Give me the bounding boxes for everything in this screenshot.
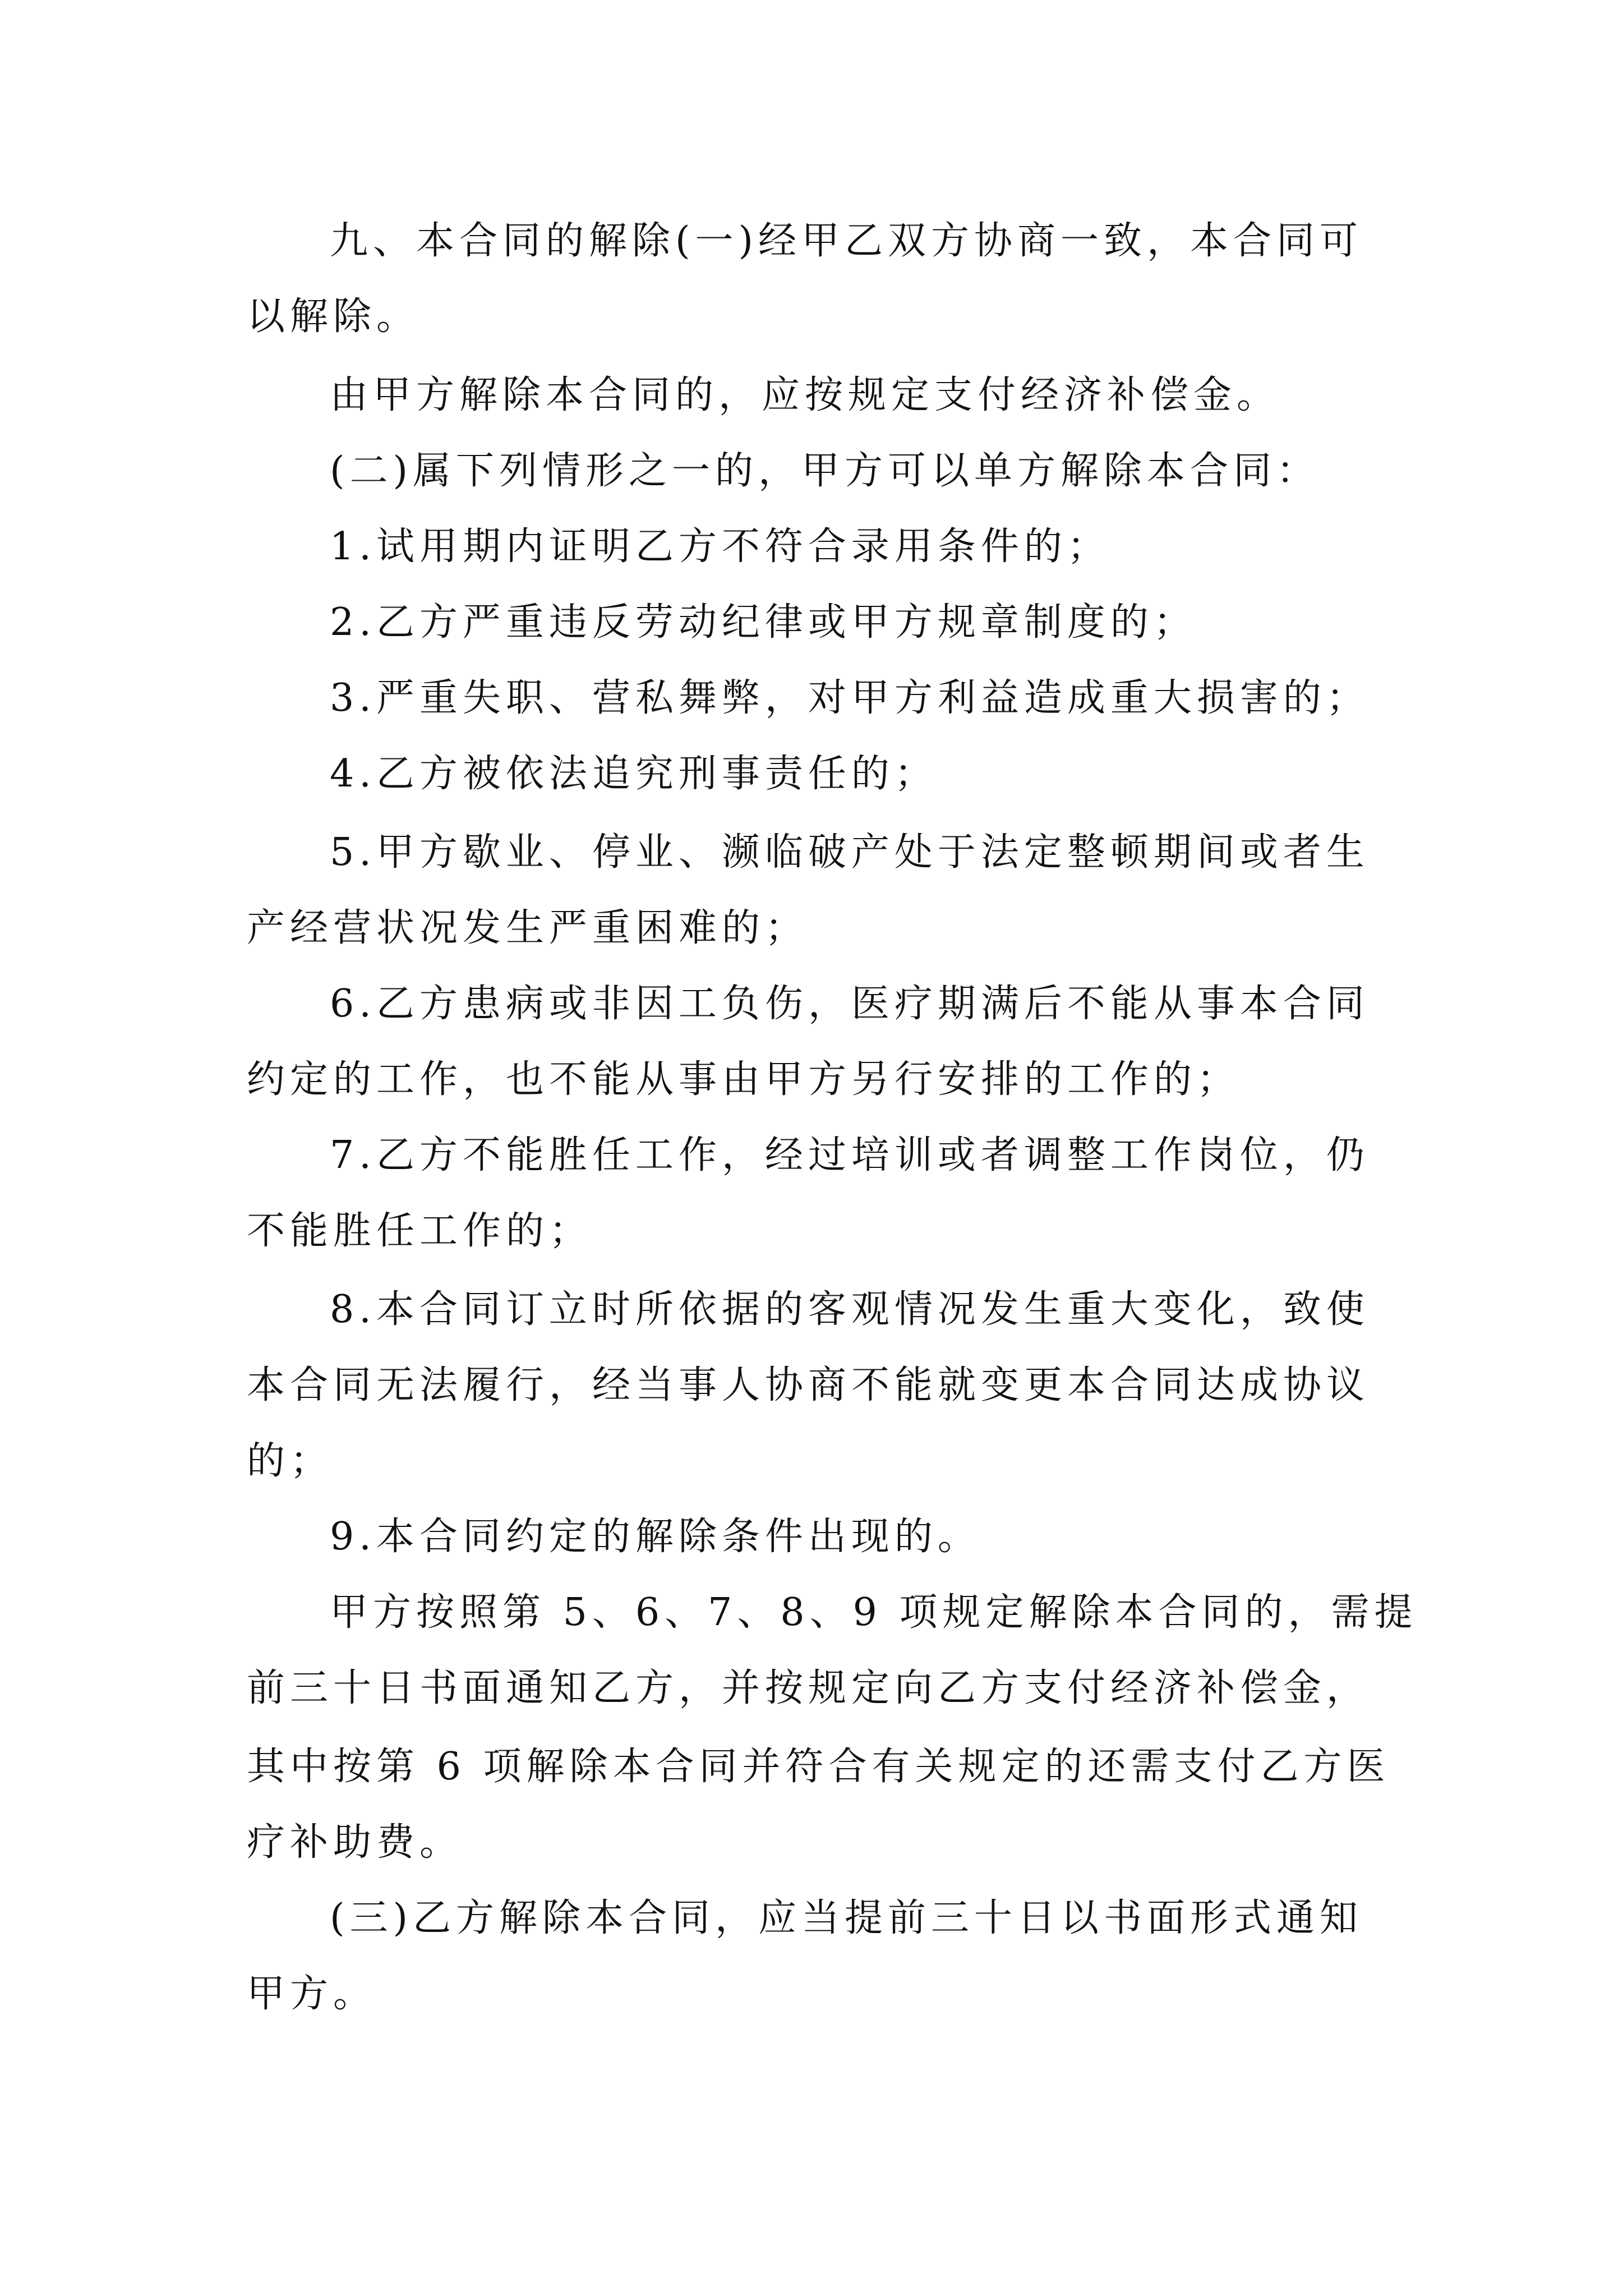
text-line: 约定的工作，也不能从事由甲方另行安排的工作的； [247, 1057, 1241, 1102]
text-line: 的； [247, 1439, 334, 1483]
text-line: 疗补助费。 [247, 1820, 463, 1865]
text-line: 以解除。 [247, 295, 420, 339]
text-line: 不能胜任工作的； [247, 1209, 593, 1253]
text-line: 产经营状况发生严重困难的； [247, 906, 809, 950]
text-line: 5.甲方歇业、停业、濒临破产处于法定整顿期间或者生 [330, 830, 1370, 875]
text-line: (二)属下列情形之一的，甲方可以单方解除本合同： [330, 449, 1320, 493]
text-line: 7.乙方不能胜任工作，经过培训或者调整工作岗位，仍 [330, 1133, 1370, 1177]
text-line: 6.乙方患病或非因工负伤，医疗期满后不能从事本合同 [330, 982, 1370, 1026]
text-line: 九、本合同的解除(一)经甲乙双方协商一致，本合同可 [330, 219, 1363, 263]
text-line: 甲方按照第 5、6、7、8、9 项规定解除本合同的，需提 [330, 1590, 1418, 1635]
text-line: 本合同无法履行，经当事人协商不能就变更本合同达成协议 [247, 1363, 1370, 1407]
text-line: 前三十日书面通知乙方，并按规定向乙方支付经济补偿金， [247, 1666, 1370, 1710]
text-line: 其中按第 6 项解除本合同并符合有关规定的还需支付乙方医 [247, 1745, 1390, 1789]
text-line: 4.乙方被依法追究刑事责任的； [330, 752, 938, 796]
text-line: 2.乙方严重违反劳动纪律或甲方规章制度的； [330, 600, 1197, 645]
text-line: 3.严重失职、营私舞弊，对甲方利益造成重大损害的； [330, 676, 1370, 720]
text-line: 1.试用期内证明乙方不符合录用条件的； [330, 524, 1110, 569]
text-line: 9.本合同约定的解除条件出现的。 [330, 1515, 981, 1559]
text-line: (三)乙方解除本合同，应当提前三十日以书面形式通知 [330, 1896, 1363, 1940]
text-line: 8.本合同订立时所依据的客观情况发生重大变化，致使 [330, 1287, 1370, 1332]
text-line: 由甲方解除本合同的，应按规定支付经济补偿金。 [330, 373, 1280, 417]
text-line: 甲方。 [247, 1972, 377, 2016]
